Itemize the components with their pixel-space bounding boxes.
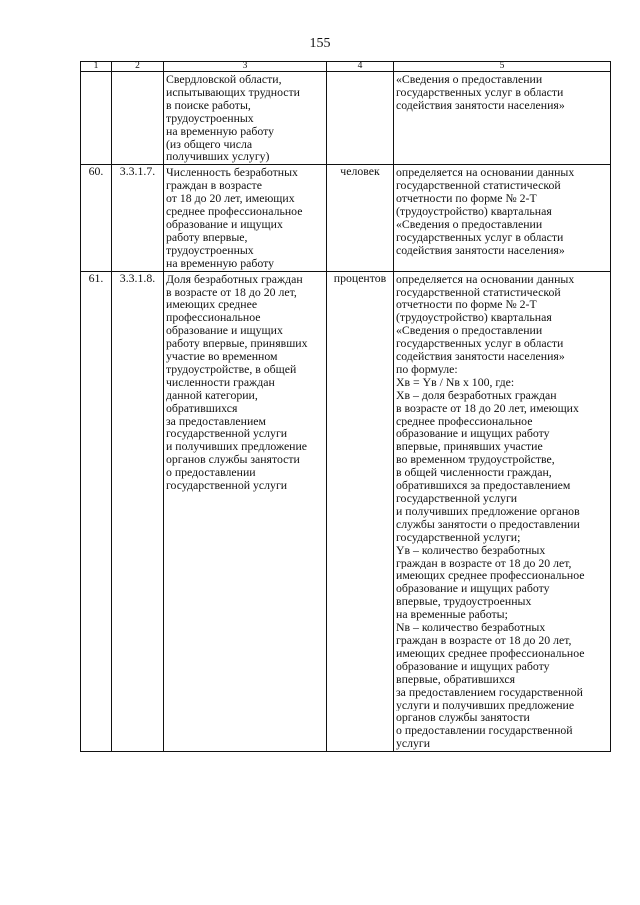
method-cell-line: отчетности по форме № 2-Т [396, 192, 537, 206]
method-cell-line: на временные работы; [396, 608, 508, 622]
indicator-cell-line: численности граждан [166, 375, 275, 389]
method-cell-text [396, 272, 608, 752]
method-cell-line: образование и ищущих работу [396, 582, 550, 596]
method-cell-line: (трудоустройство) квартальная [396, 311, 552, 325]
method-cell-line: «Сведения о предоставлении [396, 73, 543, 86]
method-cell [394, 165, 611, 271]
method-cell-line: государственных услуг в области [396, 230, 564, 244]
indicator-cell-line: на временную работу [166, 124, 274, 138]
method-cell-line: органов службы занятости [396, 711, 530, 725]
method-cell-line: Nв – количество безработных [396, 621, 546, 634]
method-cell-line: обратившихся за предоставлением [396, 479, 571, 492]
method-cell-line: Yв – количество безработных [396, 543, 546, 557]
method-cell-line: в возрасте от 18 до 20 лет, имеющих [396, 401, 579, 415]
method-cell-line: впервые, трудоустроенных [396, 595, 532, 609]
method-cell-line: государственных услуг в области [396, 337, 564, 351]
method-cell-line: во временном трудоустройстве, [396, 453, 555, 467]
method-cell-line: и получивших предложение органов [396, 504, 580, 518]
row-number: 60. [81, 165, 112, 271]
method-cell-line: услуги [396, 737, 431, 751]
indicator-cell-line: и получивших предложение [166, 440, 308, 454]
method-cell-line: определяется на основании данных [396, 272, 575, 286]
method-cell-line: (трудоустройство) квартальная [396, 205, 552, 218]
indicator-table [80, 61, 611, 752]
method-cell-line: имеющих среднее профессиональное [396, 646, 585, 660]
indicator-cell-line: данной категории, [166, 388, 258, 402]
method-cell-line: государственной статистической [396, 179, 561, 193]
indicator-cell-text [166, 272, 324, 493]
indicator-cell-line: органов службы занятости [166, 453, 300, 467]
indicator-cell-line: среднее профессиональное [166, 205, 303, 218]
indicator-cell-line: профессиональное [166, 311, 261, 325]
row-code: 3.3.1.8. [112, 271, 164, 752]
indicator-cell-line: (из общего числа [166, 137, 253, 151]
indicator-cell-line: образование и ищущих [166, 324, 283, 338]
method-cell-line: «Сведения о предоставлении [396, 217, 543, 231]
indicator-cell-line: трудоустроенных [166, 111, 254, 125]
row-code [112, 72, 164, 165]
indicator-cell-line: испытывающих трудности [166, 85, 300, 99]
method-cell-line: впервые, обратившихся [396, 672, 516, 686]
method-cell-line: впервые, принявших участие [396, 440, 543, 454]
indicator-cell-line: обратившихся [166, 401, 238, 415]
unit-cell: человек [327, 165, 394, 271]
indicator-cell-line: работу впервые, принявших [166, 337, 308, 351]
method-cell-line: граждан в возрасте от 18 до 20 лет, [396, 633, 572, 647]
method-cell-line: государственной услуги [396, 492, 518, 505]
method-cell-line: о предоставлении государственной [396, 724, 573, 738]
method-cell-line: государственной услуги; [396, 530, 521, 544]
indicator-cell-line: участие во временном [166, 350, 278, 363]
method-cell-line: содействия занятости населения» [396, 350, 565, 363]
column-header-2: 2 [112, 62, 164, 72]
method-cell-text [396, 165, 608, 257]
row-code: 3.3.1.7. [112, 165, 164, 271]
indicator-cell-line: Численность безработных [166, 166, 298, 180]
indicator-cell-line: Доля безработных граждан [166, 272, 303, 286]
indicator-cell-text [166, 165, 324, 270]
column-header-5: 5 [394, 62, 611, 72]
unit-cell: процентов [327, 271, 394, 752]
indicator-cell [164, 271, 327, 752]
indicator-cell-text [166, 72, 324, 164]
table-header-row [81, 62, 611, 72]
method-cell-line: образование и ищущих работу [396, 427, 550, 441]
column-header-3: 3 [164, 62, 327, 72]
indicator-cell-line: имеющих среднее [166, 298, 258, 312]
indicator-cell-line: в возрасте от 18 до 20 лет, [166, 285, 297, 299]
method-cell-line: за предоставлением государственной [396, 685, 583, 699]
method-cell-line: услуги и получивших предложение [396, 698, 575, 712]
indicator-cell-line: за предоставлением [166, 414, 266, 428]
indicator-cell-line: получивших услугу) [166, 150, 270, 164]
indicator-cell-line: о предоставлении [166, 466, 256, 480]
method-cell-line: государственных услуг в области [396, 85, 564, 99]
indicator-cell-line: государственной услуги [166, 427, 288, 441]
table-row [81, 72, 611, 165]
indicator-cell-line: государственной услуги [166, 479, 288, 492]
method-cell-line: «Сведения о предоставлении [396, 324, 543, 338]
table-row [81, 165, 611, 271]
indicator-cell-line: на временную работу [166, 256, 274, 270]
column-header-1: 1 [81, 62, 112, 72]
method-cell [394, 271, 611, 752]
method-cell-line: содействия занятости населения» [396, 243, 565, 257]
method-cell-line: имеющих среднее профессиональное [396, 569, 585, 583]
indicator-cell [164, 165, 327, 271]
page-number: 155 [309, 36, 331, 51]
method-cell-line: образование и ищущих работу [396, 659, 550, 673]
method-cell-line: государственной статистической [396, 285, 561, 299]
indicator-cell-line: граждан в возрасте [166, 179, 262, 193]
indicator-cell-line: трудоустроенных [166, 243, 254, 257]
method-cell-line: граждан в возрасте от 18 до 20 лет, [396, 556, 572, 570]
unit-cell [327, 72, 394, 165]
method-cell-line: службы занятости о предоставлении [396, 517, 580, 531]
method-cell-line: содействия занятости населения» [396, 98, 565, 112]
method-cell-line: Хв – доля безработных граждан [396, 388, 557, 402]
method-cell-line: отчетности по форме № 2-Т [396, 298, 537, 312]
method-cell [394, 72, 611, 165]
indicator-cell-line: от 18 до 20 лет, имеющих [166, 192, 295, 206]
method-cell-line: среднее профессиональное [396, 414, 533, 428]
method-cell-text [396, 72, 608, 113]
row-number [81, 72, 112, 165]
method-cell-line: по формуле: [396, 362, 458, 376]
indicator-cell-line: образование и ищущих [166, 217, 283, 231]
indicator-cell-line: Свердловской области, [166, 73, 282, 86]
method-cell-line: в общей численности граждан, [396, 466, 552, 480]
indicator-cell-line: трудоустройстве, в общей [166, 362, 297, 376]
row-number: 61. [81, 271, 112, 752]
indicator-cell [164, 72, 327, 165]
indicator-cell-line: работу впервые, [166, 230, 248, 244]
column-header-4: 4 [327, 62, 394, 72]
method-cell-line: определяется на основании данных [396, 166, 575, 180]
indicator-cell-line: в поиске работы, [166, 98, 251, 112]
method-cell-line: Хв = Yв / Nв х 100, где: [396, 375, 515, 389]
table-row [81, 271, 611, 752]
